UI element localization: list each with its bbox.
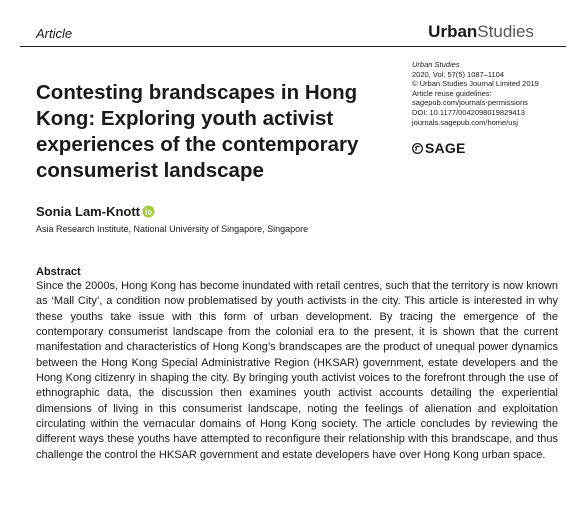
journal-brand-light: Studies bbox=[477, 22, 534, 41]
publisher-name: SAGE bbox=[425, 140, 466, 156]
author-line bbox=[36, 204, 155, 219]
copyright: © Urban Studies Journal Limited 2019 bbox=[412, 79, 539, 89]
author-name[interactable]: Sonia Lam-Knott bbox=[36, 204, 140, 219]
publication-metadata bbox=[412, 60, 539, 127]
citation: 2020, Vol. 57(5) 1087–1104 bbox=[412, 69, 505, 79]
journal-home-link[interactable]: journals.sagepub.com/home/usj bbox=[412, 117, 518, 127]
abstract-heading: Abstract bbox=[36, 266, 81, 278]
reuse-link[interactable]: sagepub.com/journals-permissions bbox=[412, 98, 528, 108]
journal-title: Urban Studies bbox=[412, 60, 460, 69]
doi-link[interactable]: DOI: 10.1177/0042098019829413 bbox=[412, 107, 525, 117]
orcid-icon[interactable] bbox=[142, 205, 155, 218]
sage-logo-icon bbox=[412, 143, 423, 154]
abstract-text: Since the 2000s, Hong Kong has become inundated with retail centres, such that the territory is now known as ‘Mall City’, a condition now problematised by youth activists in the city. This article is interested in why these youths take issue with this form of urban development. By tracing the emergence of the contemporary consumerist landscape from the colonial era to the present, it is shown that the current manifestation and characteristics of Hong Kong’s brandscapes are the product of unequal power dynamics between the Hong Kong Special Administrative Region (HKSAR) government, estate developers and the Hong Kong citizenry in shaping the city. By bringing youth activist voices to the forefront through the use of ethnographic data, the discussion then examines youth activist accounts detailing the experiential dimensions of living in this consumerist landscape, noting the feelings of alienation and exploitation circulating within the vernacular domains of Hong Kong society. The article concludes by reviewing the different ways these youths have attempted to reconfigure their relationship with this brandscape, and thus challenge the control the HKSAR government and estate developers have over Hong Kong urban space. bbox=[36, 280, 558, 461]
author-affiliation: Asia Research Institute, National University of Singapore, Singapore bbox=[36, 224, 309, 234]
journal-brand-bold: Urban bbox=[428, 22, 478, 41]
article-title: Contesting brandscapes in Hong Kong: Exploring youth activist experiences of the contemporary consumerist landscape bbox=[36, 81, 359, 182]
header-rule bbox=[20, 46, 566, 47]
journal-brand-logo bbox=[428, 22, 534, 42]
reuse-label: Article reuse guidelines: bbox=[412, 88, 492, 98]
publisher-logo bbox=[412, 141, 465, 155]
article-type-label: Article bbox=[36, 26, 73, 41]
